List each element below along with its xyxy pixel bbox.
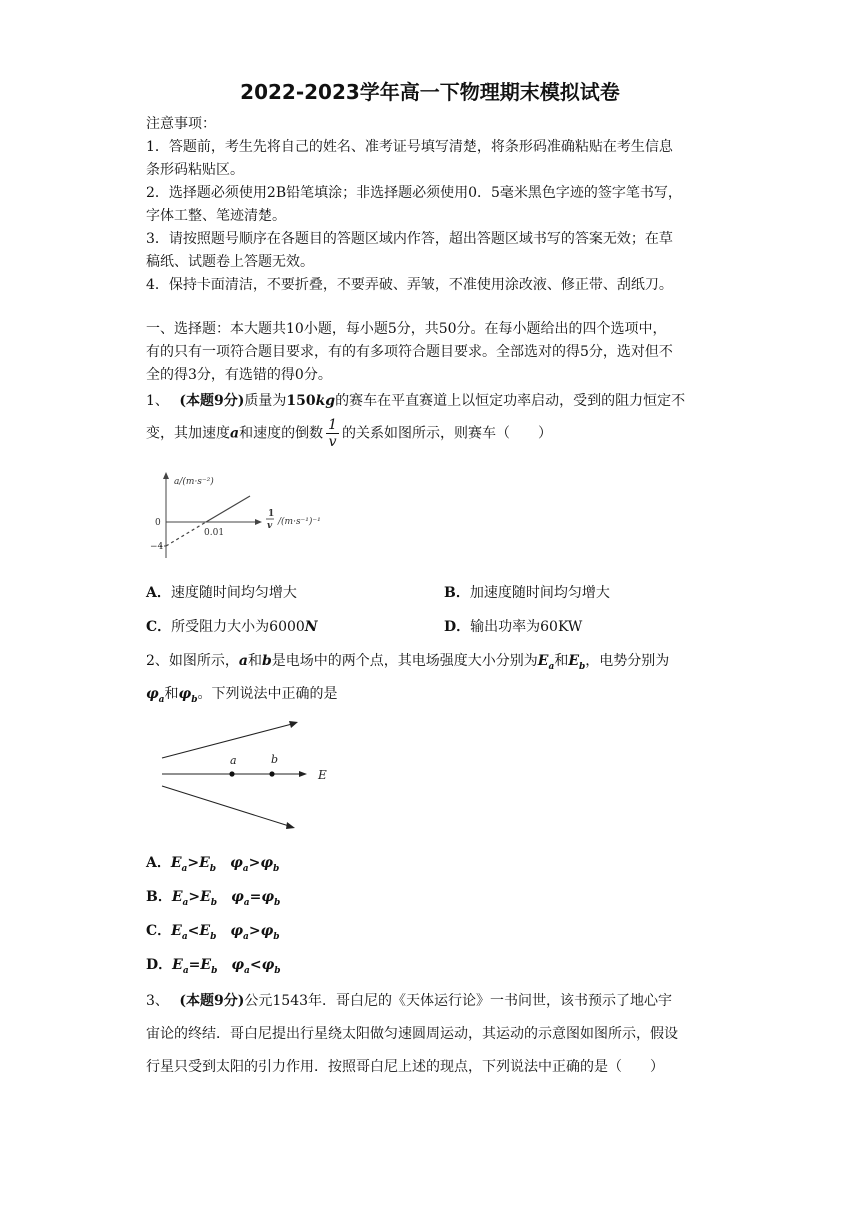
q2-option-d[interactable]: D．$E_a=E_b$ $\varphi_a<\varphi_b$ <box>146 957 281 976</box>
q3-stem-line3: 行星只受到太阳的引力作用．按照哥白尼上述的现点，下列说法中正确的是（ ） <box>146 1059 664 1075</box>
graph-x-frac-num: 1 <box>268 509 275 519</box>
q3-stem-line1: 3、 (本题9分)公元1543年．哥白尼的《天体运行论》一书问世，该书预示了地心宇 <box>146 993 673 1009</box>
q1-stem-line2 <box>146 418 552 449</box>
q1-var-a: a <box>230 425 240 442</box>
graph-y-intercept: −4 <box>150 542 164 552</box>
q1-text: 的赛车在平直赛道上以恒定功率启动，受到的阻力恒定不 <box>335 393 686 409</box>
q1-fraction: $\frac{1}{v}$ <box>328 417 337 450</box>
q2-stem-line2: $\varphi_a$和$\varphi_b$。下列说法中正确的是 <box>146 686 338 705</box>
q1-text: 质量为 <box>244 393 287 409</box>
graph-x-label: /(m·s⁻¹)⁻¹ <box>278 517 321 527</box>
graph-x-intercept: 0.01 <box>204 528 225 538</box>
graph-x-frac-den: v <box>267 521 273 531</box>
q3-number: 3、 <box>146 993 169 1009</box>
q1-option-b[interactable]: B．加速度随时间均匀增大 <box>444 585 610 601</box>
notice-line: 3．请按照题号顺序在各题目的答题区域内作答，超出答题区域书写的答案无效；在草 <box>146 231 673 247</box>
field-E-label: E <box>318 768 327 782</box>
q1-text: 变，其加速度 <box>146 425 230 442</box>
notice-line: 条形码粘贴区。 <box>146 162 244 178</box>
section-line: 有的只有一项符合题目要求，有的有多项符合题目要求。全部选对的得5分，选对但不 <box>146 344 673 360</box>
notice-line: 4．保持卡面清洁，不要折叠，不要弄破、弄皱，不准使用涂改液、修正带、刮纸刀。 <box>146 277 673 293</box>
q1-text: 和速度的倒数 <box>239 425 324 442</box>
point-b-label: b <box>271 753 279 766</box>
graph-y-label: a/(m·s⁻²) <box>174 477 214 487</box>
q2-number: 2、 <box>146 653 169 669</box>
notice-line: 2．选择题必须使用2B铅笔填涂；非选择题必须使用0．5毫米黑色字迹的签字笔书写， <box>146 185 682 201</box>
graph-origin: 0 <box>155 518 161 528</box>
q1-text: 的关系如图所示，则赛车（ ） <box>342 425 552 442</box>
q3-tag: (本题9分) <box>179 993 245 1009</box>
q2-option-a[interactable]: A．$E_a>E_b$ $\varphi_a>\varphi_b$ <box>146 855 280 874</box>
q1-option-a[interactable]: A．速度随时间均匀增大 <box>146 585 297 601</box>
q1-mass: 150 <box>286 393 316 409</box>
q1-number: 1、 <box>146 393 169 409</box>
notice-line: 稿纸、试题卷上答题无效。 <box>146 254 314 270</box>
q2-option-b[interactable]: B．$E_a>E_b$ $\varphi_a=\varphi_b$ <box>146 889 281 908</box>
q1-option-d[interactable]: D．输出功率为60KW <box>444 619 583 635</box>
notice-line: 1．答题前，考生先将自己的姓名、准考证号填写清楚，将条形码准确粘贴在考生信息 <box>146 139 673 155</box>
section-line: 全的得3分，有选错的得0分。 <box>146 367 332 383</box>
q1-unit: kg <box>315 393 336 409</box>
q1-tag: (本题9分) <box>179 393 245 409</box>
point-a-label: a <box>230 754 237 767</box>
q2-stem-line1: 2、如图所示，a和b是电场中的两个点，其电场强度大小分别为$E_a$和$E_b$，电势分别为 <box>146 653 670 672</box>
q1-graph <box>146 466 346 566</box>
q3-stem-line2: 宙论的终结．哥白尼提出行星绕太阳做匀速圆周运动，其运动的示意图如图所示，假设 <box>146 1026 678 1042</box>
q2-option-c[interactable]: C．$E_a<E_b$ $\varphi_a>\varphi_b$ <box>146 923 280 942</box>
section-line: 一、选择题：本大题共10小题，每小题5分，共50分。在每小题给出的四个选项中， <box>146 321 667 337</box>
q2-field-figure <box>156 716 346 838</box>
q1-stem-line1 <box>146 390 685 410</box>
page-title: 2022-2023学年高一下物理期末模拟试卷 <box>240 80 620 104</box>
notice-line: 字体工整、笔迹清楚。 <box>146 208 286 224</box>
q1-option-c[interactable]: C．所受阻力大小为6000N <box>146 619 318 635</box>
notice-heading: 注意事项： <box>146 116 216 132</box>
